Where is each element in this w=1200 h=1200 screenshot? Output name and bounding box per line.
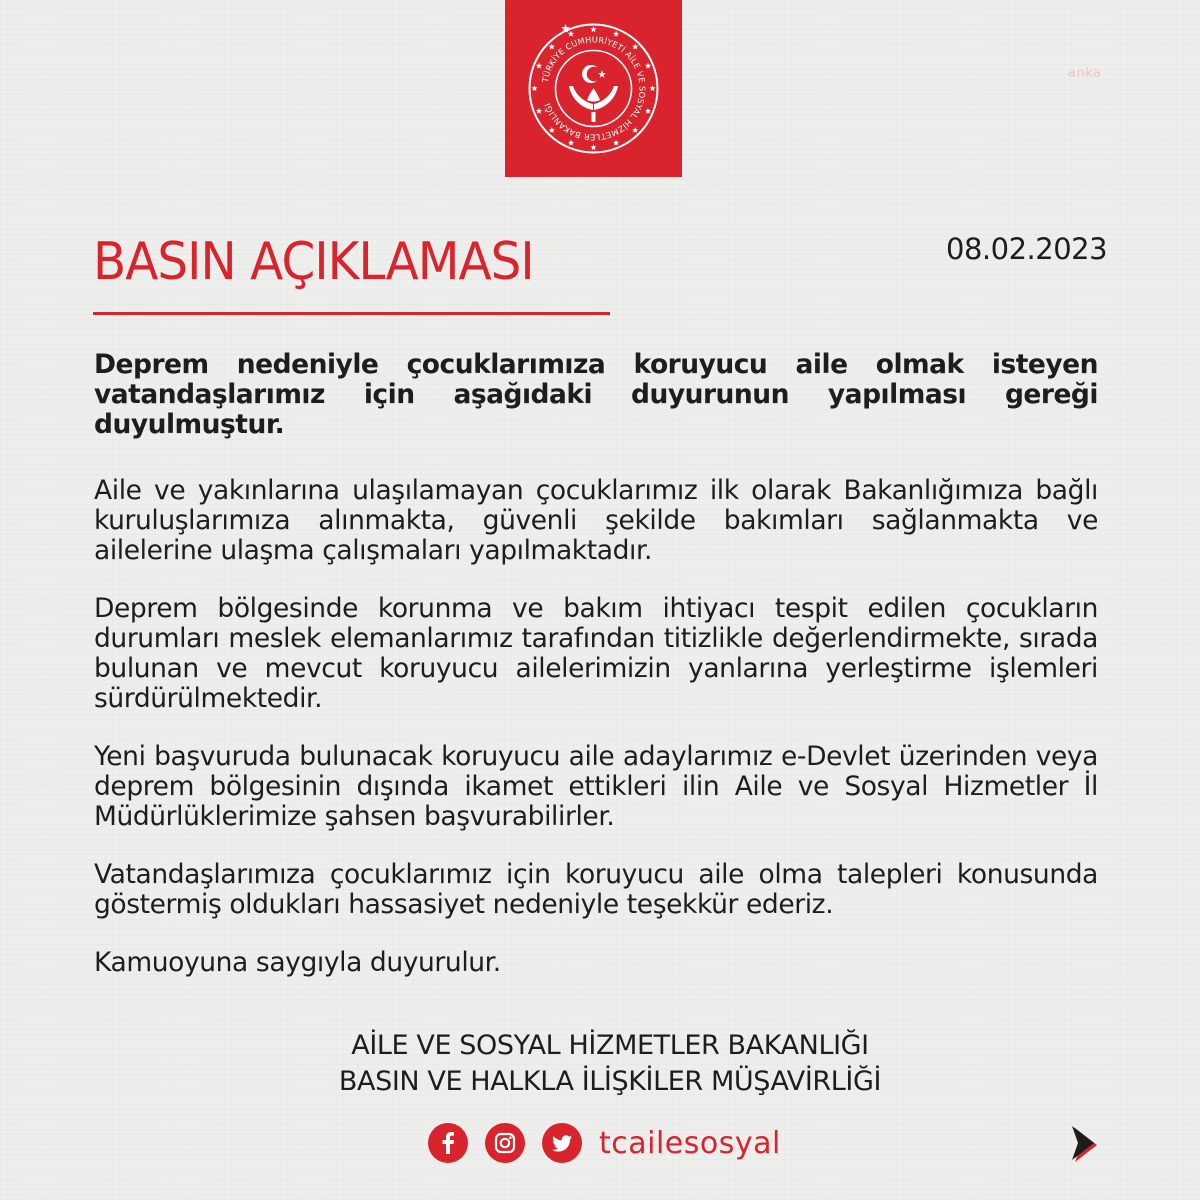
instagram-icon[interactable] [485, 1123, 525, 1163]
social-links [428, 1122, 781, 1164]
seal-star [532, 85, 538, 91]
ministry-logo [505, 0, 682, 177]
seal-star [549, 44, 555, 50]
paragraph: Aile ve yakınlarına ulaşılamayan çocuklarımız ilk olarak Bakanlığımıza bağlı kuruluşlarımıza alınmakta, güvenli şekilde bakımları sağlanmakta ve ailelerine ulaşma çalışmaları yapılmaktadır. [94, 475, 1098, 566]
press-release-body [94, 350, 1098, 1006]
seal-star [536, 108, 542, 114]
social-handle[interactable]: tcailesosyal [599, 1125, 781, 1161]
lead-paragraph: Deprem nedeniyle çocuklarımıza koruyucu aile olmak isteyen vatandaşlarımız için aşağıdaki duyurunun yapılması gereği duyulmuştur. [94, 349, 1098, 440]
title-underline [93, 312, 610, 315]
release-date: 08.02.2023 [946, 232, 1108, 266]
seal-star [645, 108, 651, 114]
page-title: BASIN AÇIKLAMASI [93, 232, 534, 292]
department-name: BASIN VE HALKLA İLİŞKİLER MÜŞAVİRLİĞİ [338, 1066, 882, 1097]
seal-star [632, 44, 638, 50]
paragraph: Deprem bölgesinde korunma ve bakım ihtiyacı tespit edilen çocukların durumları meslek elemanlarımız tarafından titizlikle değerlendirmekte, sırada bulunan ve mevcut koruyucu ailelerimizin yanlarına yerleştirme işlemleri sürdürülmektedir. [94, 593, 1098, 714]
seal-star [549, 127, 555, 133]
seal-star [568, 31, 574, 37]
ministry-seal-icon [505, 0, 682, 177]
seal-star [591, 26, 597, 32]
facebook-icon[interactable] [428, 1123, 468, 1163]
seal-star [632, 127, 638, 133]
next-arrow-icon[interactable] [1066, 1122, 1100, 1164]
seal-star [536, 63, 542, 69]
seal-star [613, 31, 619, 37]
twitter-icon[interactable] [542, 1123, 582, 1163]
seal-star [591, 144, 597, 150]
closing-line: Kamuoyuna saygıyla duyurulur. [94, 947, 501, 978]
watermark: anka [1068, 66, 1102, 81]
paragraph: Vatandaşlarımıza çocuklarımız için koruyucu aile olma talepleri konusunda göstermiş oldukları hassasiyet nedeniyle teşekkür ederiz. [94, 859, 1098, 920]
seal-star [650, 85, 656, 91]
organization-name: AİLE VE SOSYAL HİZMETLER BAKANLIĞI [351, 1030, 869, 1061]
seal-ring-text: TÜRKİYE CUMHURİYETİ AİLE VE SOSYAL HİZMETLER BAKANLIĞI [539, 34, 648, 143]
seal-star [613, 140, 619, 146]
seal-star [568, 140, 574, 146]
paragraph: Yeni başvuruda bulunacak koruyucu aile adaylarımız e-Devlet üzerinden veya deprem bölgesinin dışında ikamet ettikleri ilin Aile ve Sosyal Hizmetler İl Müdürlüklerimize şahsen başvurabilirler. [94, 741, 1098, 832]
seal-star [645, 63, 651, 69]
